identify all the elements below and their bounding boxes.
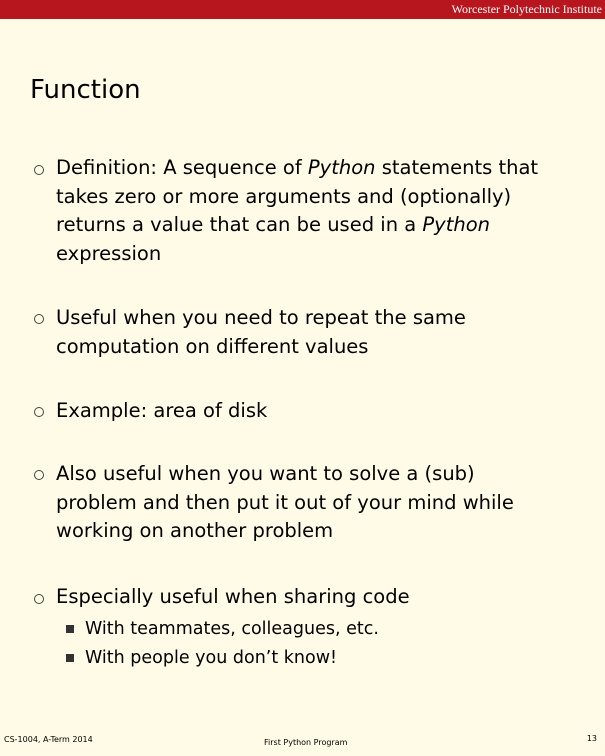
bullet-marker-icon [34, 594, 44, 604]
bullet-text: Also useful when you want to solve a (sub) problem and then put it out of your mind while working on another problem [56, 462, 514, 542]
bullet-item [56, 460, 556, 546]
bullet-marker-icon [34, 407, 44, 417]
bullet-marker-icon [34, 165, 44, 175]
bullet-item [56, 154, 556, 268]
bullet-text: statements that takes zero or more arguments and (optionally) returns a value that can be used in a [56, 156, 539, 236]
bullet-marker-icon [34, 470, 44, 480]
bullet-marker-icon [34, 314, 44, 324]
bullet-text: Useful when you need to repeat the same computation on different values [56, 306, 466, 358]
bullet-text: Example: area of disk [56, 399, 268, 422]
header-bar [0, 0, 605, 19]
sub-bullet-square-icon [66, 654, 74, 662]
bullet-text-italic: Python [422, 213, 490, 236]
bullet-text: Especially useful when sharing code [56, 585, 410, 608]
bullet-item [56, 583, 556, 612]
bullet-text: Definition: A sequence of [56, 156, 308, 179]
institution-name: Worcester Polytechnic Institute [451, 2, 602, 16]
sub-bullet-item: With teammates, colleagues, etc. [85, 619, 379, 639]
footer-course: CS-1004, A-Term 2014 [4, 735, 93, 744]
footer-topic: First Python Program [264, 738, 348, 747]
bullet-text-italic: Python [307, 156, 376, 179]
bullet-text: expression [56, 241, 162, 265]
slide-title: Function [30, 75, 141, 105]
sub-bullet-item: With people you don’t know! [85, 648, 338, 668]
bullet-item [56, 304, 556, 361]
page-number: 13 [586, 734, 597, 743]
bullet-item [56, 397, 556, 426]
sub-bullet-square-icon [66, 625, 74, 633]
